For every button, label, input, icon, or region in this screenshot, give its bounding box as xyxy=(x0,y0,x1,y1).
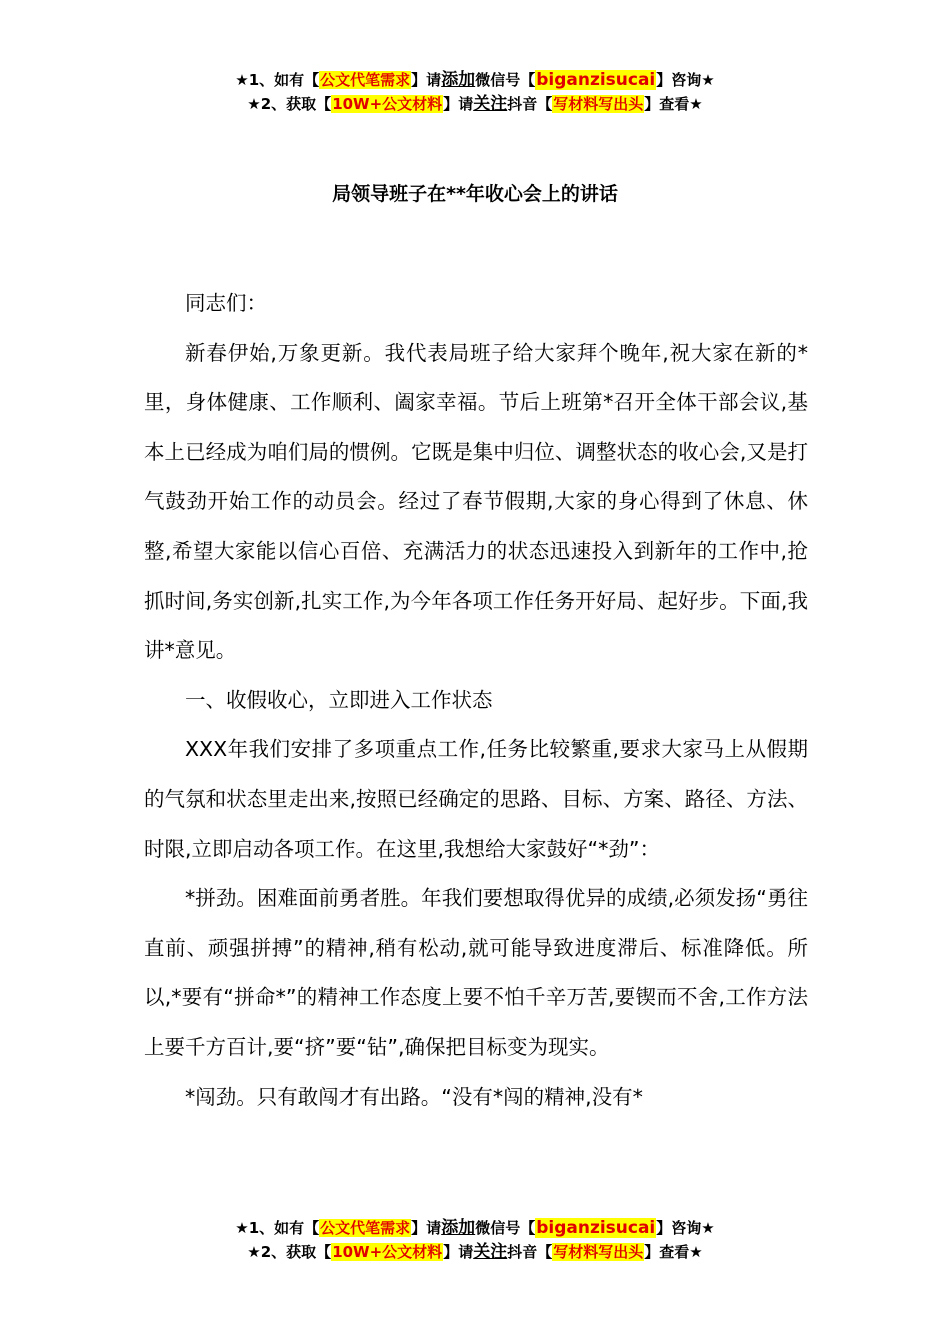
promo-line-2: ★2、获取【10W+公文材料】请关注抖音【写材料写出头】查看★ xyxy=(247,94,703,114)
promo-line-1: ★1、如有【公文代笔需求】请添加微信号【biganzisucai】咨询★ xyxy=(235,1218,715,1238)
body-paragraph: *闯劲。只有敢闯才有出路。“没有*闯的精神,没有* xyxy=(185,1084,643,1109)
promo-line-2: ★2、获取【10W+公文材料】请关注抖音【写材料写出头】查看★ xyxy=(247,1242,703,1262)
salutation: 同志们： xyxy=(185,291,267,315)
promo-line-1: ★1、如有【公文代笔需求】请添加微信号【biganzisucai】咨询★ xyxy=(235,70,715,90)
body-paragraph: XXX年我们安排了多项重点工作,任务比较繁重,要求大家马上从假期的气氛和状态里走出来,按照已经确定的思路、目标、方案、路径、方法、时限,立即启动各项工作。在这里,我想给大家鼓好“*劲”： xyxy=(144,737,808,861)
body-paragraph: 新春伊始,万象更新。我代表局班子给大家拜个晚年,祝大家在新的*里，身体健康、工作顺利、阖家幸福。节后上班第*召开全体干部会议,基本上已经成为咱们局的惯例。它既是集中归位、调整状态的收心会,又是打气鼓劲开始工作的动员会。经过了春节假期,大家的身心得到了休息、休整,希望大家能以信心百倍、充满活力的状态迅速投入到新年的工作中,抢抓时间,务实创新,扎实工作,为今年各项工作任务开好局、起好步。下面,我讲*意见。 xyxy=(144,340,808,663)
promo-highlight: 公文代笔需求 xyxy=(320,71,411,89)
document-title: 局领导班子在**年收心会上的讲话 xyxy=(332,183,618,205)
promo-wechat-id: biganzisucai xyxy=(536,70,656,90)
promo-douyin-id: 写材料写出头 xyxy=(553,95,644,113)
promo-banner-top xyxy=(0,70,950,118)
promo-highlight: 10W+公文材料 xyxy=(332,95,443,113)
promo-highlight: 10W+公文材料 xyxy=(332,1243,443,1261)
promo-wechat-id: biganzisucai xyxy=(536,1218,656,1238)
promo-banner-bottom xyxy=(0,1218,950,1266)
body-paragraph: *拼劲。困难面前勇者胜。年我们要想取得优异的成绩,必须发扬“勇往直前、顽强拼搏”的精神,稍有松动,就可能导致进度滞后、标准降低。所以,*要有“拼命*”的精神工作态度上要不怕千辛万苦,要锲而不舍,工作方法上要千方百计,要“挤”要“钻”,确保把目标变为现实。 xyxy=(144,886,808,1059)
promo-highlight: 公文代笔需求 xyxy=(320,1219,411,1237)
document-body xyxy=(144,279,808,1122)
promo-douyin-id: 写材料写出头 xyxy=(553,1243,644,1261)
section-heading: 一、收假收心，立即进入工作状态 xyxy=(185,687,493,712)
